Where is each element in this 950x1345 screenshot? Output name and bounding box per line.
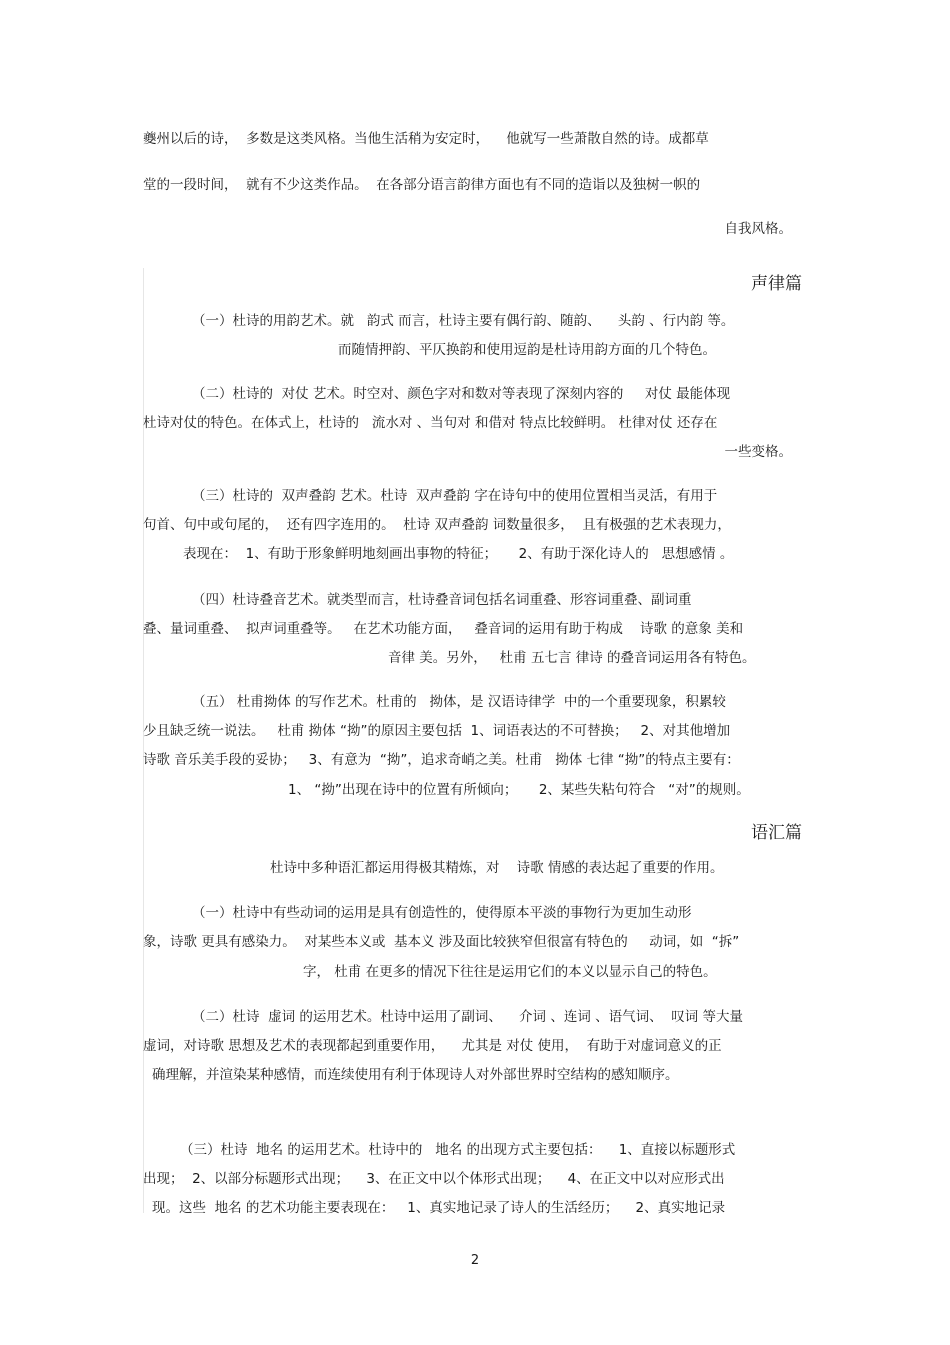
intro-line: 堂的一段时间， 就有不少这类作品。 在各部分语言韵律方面也有不同的造诣以及独树一帜的 bbox=[143, 177, 701, 193]
section-heading-shenglv: 声律篇 bbox=[751, 274, 802, 294]
page-number: 2 bbox=[470, 1253, 480, 1268]
paragraph-line: 杜诗对仗的特色。在体式上，杜诗的 流水对 、当句对 和借对 特点比较鲜明。 杜律对仗 还存在 bbox=[143, 415, 718, 431]
paragraph-line: （四）杜诗叠音艺术。就类型而言，杜诗叠音词包括名词重叠、形容词重叠、副词重 bbox=[192, 592, 692, 608]
paragraph-line: 字， 杜甫 在更多的情况下往往是运用它们的本义以显示自己的特色。 bbox=[303, 964, 717, 980]
paragraph-line: 诗歌 音乐美手段的妥协； 3、有意为 “拗”，追求奇峭之美。杜甫 拗体 七律 “拗”的特点主要有： bbox=[143, 752, 740, 768]
paragraph-line: （五） 杜甫拗体 的写作艺术。杜甫的 拗体，是 汉语诗律学 中的一个重要现象，积累较 bbox=[192, 694, 726, 710]
paragraph-line: 表现在： 1、有助于形象鲜明地刻画出事物的特征； 2、有助于深化诗人的 思想感情 。 bbox=[183, 546, 734, 562]
paragraph-line: 确理解，并渲染某种感情，而连续使用有利于体现诗人对外部世界时空结构的感知顺序。 bbox=[152, 1067, 679, 1083]
paragraph-line: 一些变格。 bbox=[724, 444, 792, 460]
paragraph-line: 现。这些 地名 的艺术功能主要表现在： 1、真实地记录了诗人的生活经历； 2、真实地记录 bbox=[152, 1200, 726, 1216]
paragraph-line: 音律 美。另外， 杜甫 五七言 律诗 的叠音词运用各有特色。 bbox=[388, 650, 756, 666]
paragraph-line: 象，诗歌 更具有感染力。 对某些本义或 基本义 涉及面比较狭窄但很富有特色的 动词，如 “拆” bbox=[143, 934, 740, 950]
paragraph-line: 少且缺乏统一说法。 杜甫 拗体 “拗”的原因主要包括 1、词语表达的不可替换； 2、对其他增加 bbox=[143, 723, 731, 739]
paragraph-line: 杜诗中多种语汇都运用得极其精炼，对 诗歌 情感的表达起了重要的作用。 bbox=[270, 860, 724, 876]
paragraph-line: 句首、句中或句尾的， 还有四字连用的。 杜诗 双声叠韵 词数量很多， 且有极强的艺术表现力， bbox=[143, 517, 731, 533]
section-heading-yuhui: 语汇篇 bbox=[751, 823, 802, 843]
paragraph-line: 叠、量词重叠、 拟声词重叠等。 在艺术功能方面， 叠音词的运用有助于构成 诗歌 的意象 美和 bbox=[143, 621, 744, 637]
paragraph-line: （二）杜诗 虚词 的运用艺术。杜诗中运用了副词、 介词 、连词 、语气词、 叹词 等大量 bbox=[192, 1009, 743, 1025]
paragraph-line: 虚词，对诗歌 思想及艺术的表现都起到重要作用， 尤其是 对仗 使用， 有助于对虚词意义的正 bbox=[143, 1038, 722, 1054]
paragraph-line: （一）杜诗的用韵艺术。就 韵式 而言，杜诗主要有偶行韵、随韵、 头韵 、行内韵 等。 bbox=[192, 313, 735, 329]
paragraph-line: （二）杜诗的 对仗 艺术。时空对、颜色字对和数对等表现了深刻内容的 对仗 最能体现 bbox=[192, 386, 731, 402]
paragraph-line: （三）杜诗的 双声叠韵 艺术。杜诗 双声叠韵 字在诗句中的使用位置相当灵活，有用于 bbox=[192, 488, 718, 504]
paragraph-line: 出现； 2、以部分标题形式出现； 3、在正文中以个体形式出现； 4、在正文中以对应形式出 bbox=[143, 1171, 725, 1187]
left-margin-rule bbox=[143, 268, 144, 1213]
intro-line: 夔州以后的诗， 多数是这类风格。当他生活稍为安定时， 他就写一些萧散自然的诗。成都草 bbox=[143, 131, 709, 147]
intro-line: 自我风格。 bbox=[724, 221, 792, 237]
paragraph-line: 而随情押韵、平仄换韵和使用逗韵是杜诗用韵方面的几个特色。 bbox=[338, 342, 716, 358]
paragraph-line: 1、 “拗”出现在诗中的位置有所倾向； 2、某些失粘句符合 “对”的规则。 bbox=[288, 782, 750, 798]
paragraph-line: （三）杜诗 地名 的运用艺术。杜诗中的 地名 的出现方式主要包括： 1、直接以标题形式 bbox=[180, 1142, 736, 1158]
paragraph-line: （一）杜诗中有些动词的运用是具有创造性的，使得原本平淡的事物行为更加生动形 bbox=[192, 905, 692, 921]
